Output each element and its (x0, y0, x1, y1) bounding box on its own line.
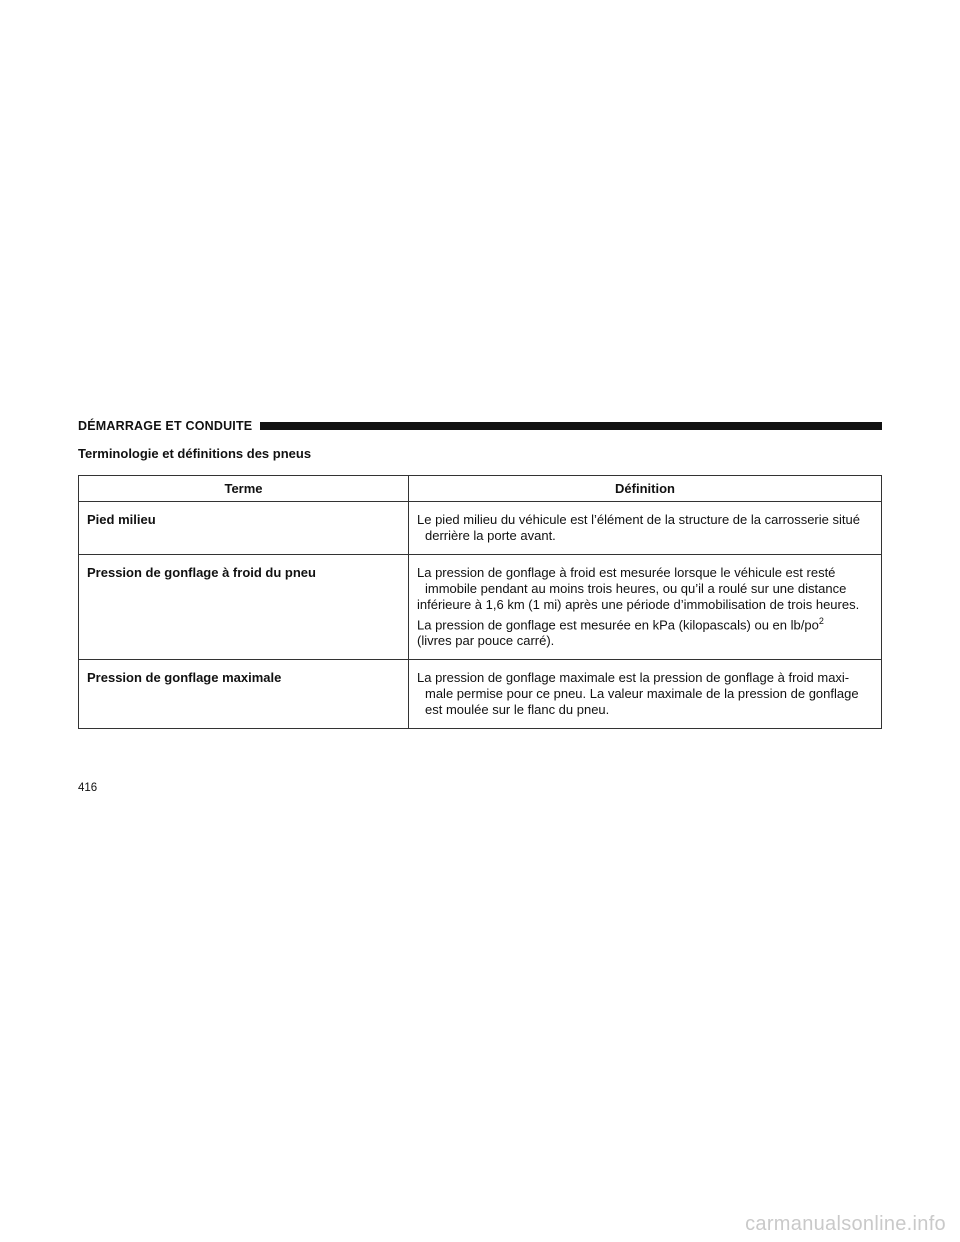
column-header-definition: Définition (409, 476, 882, 502)
definition-cell (409, 660, 882, 729)
term-cell: Pied milieu (79, 502, 409, 555)
watermark: carmanualsonline.info (745, 1213, 946, 1235)
page-number: 416 (78, 782, 98, 794)
definition-line: Le pied milieu du véhicule est l’élément de la structure de la carrosserie situé (417, 512, 860, 527)
terms-table (78, 475, 882, 729)
definition-line: immobile pendant au moins trois heures, ou qu’il a roulé sur une distance (425, 581, 847, 596)
definition-line: male permise pour ce pneu. La valeur maximale de la pression de gonflage (425, 686, 859, 702)
definition-line-text: La pression de gonflage est mesurée en kPa (kilopascals) ou en lb/po (417, 617, 819, 633)
superscript-2: 2 (818, 616, 824, 626)
subheading: Terminologie et définitions des pneus (78, 446, 312, 461)
definition-line: est moulée sur le flanc du pneu. (425, 702, 610, 718)
term-cell: Pression de gonflage à froid du pneu (79, 555, 409, 660)
table-row (79, 660, 882, 729)
definition-cell (409, 502, 882, 555)
table-row (79, 555, 882, 660)
table-row (79, 502, 882, 555)
definition-line: La pression de gonflage à froid est mesurée lorsque le véhicule est resté (417, 565, 836, 580)
section-rule (260, 422, 882, 430)
definition-line: (livres par pouce carré). (417, 633, 555, 649)
section-header (78, 418, 882, 434)
definition-line: La pression de gonflage maximale est la pression de gonflage à froid maxi- (417, 670, 850, 686)
definition-line: derrière la porte avant. (425, 528, 556, 543)
definition-line: inférieure à 1,6 km (1 mi) après une période d’immobilisation de trois heures. (417, 597, 860, 612)
column-header-term: Terme (79, 476, 409, 502)
table-header-row (79, 476, 882, 502)
definition-line (417, 613, 873, 633)
term-cell: Pression de gonflage maximale (79, 660, 409, 729)
definition-cell (409, 555, 882, 660)
section-title: DÉMARRAGE ET CONDUITE (78, 419, 253, 433)
